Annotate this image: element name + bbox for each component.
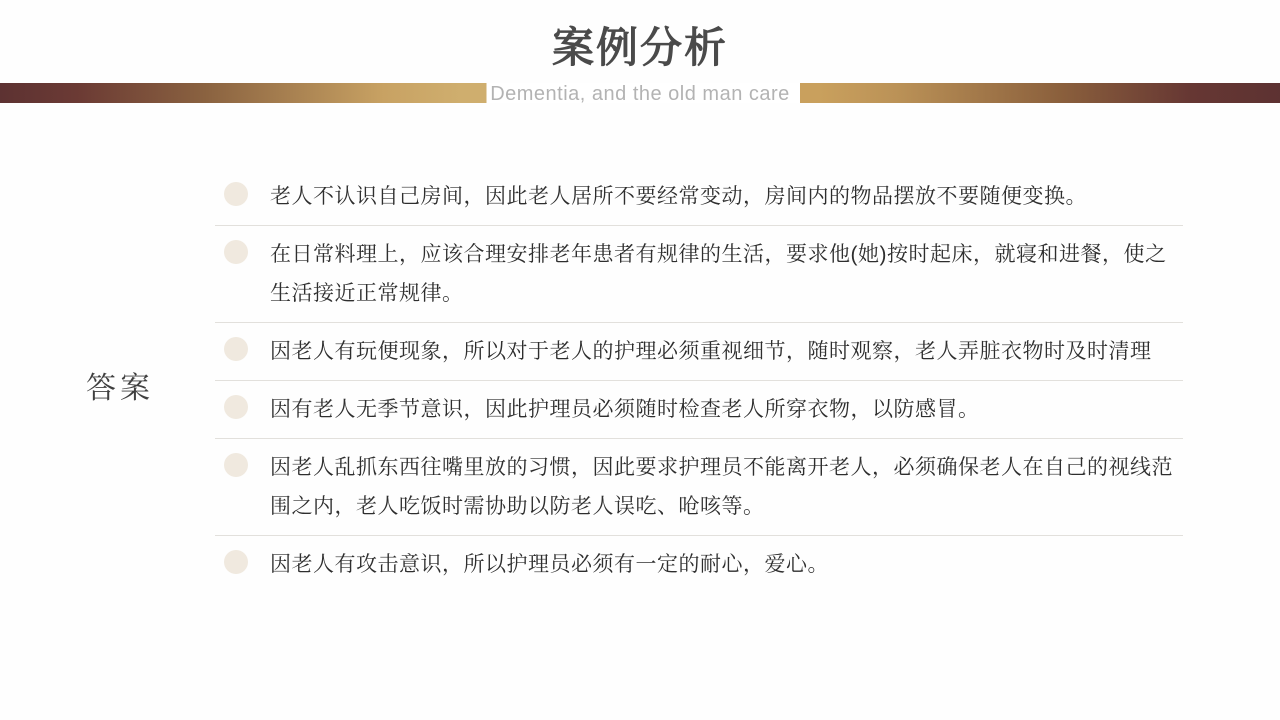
list-item-text: 因老人有攻击意识，所以护理员必须有一定的耐心，爱心。 <box>270 553 829 576</box>
bullet-icon <box>224 453 248 477</box>
bullet-icon <box>224 550 248 574</box>
page-title: 案例分析 <box>551 24 728 71</box>
list-item <box>215 323 1183 381</box>
list-item <box>215 536 1183 593</box>
slide-header <box>0 0 1280 110</box>
list-item-text: 因老人有玩便现象，所以对于老人的护理必须重视细节，随时观察，老人弄脏衣物时及时清理 <box>270 340 1152 363</box>
section-label: 答案 <box>86 372 154 405</box>
bullet-icon <box>224 240 248 264</box>
page-subtitle: Dementia, and the old man care <box>490 83 790 105</box>
list-item <box>215 381 1183 439</box>
answer-list <box>215 168 1183 593</box>
bullet-icon <box>224 395 248 419</box>
list-item-text: 因老人乱抓东西往嘴里放的习惯，因此要求护理员不能离开老人，必须确保老人在自己的视线范围之内，老人吃饭时需协助以防老人误吃、呛咳等。 <box>270 456 1173 518</box>
list-item-text: 在日常料理上，应该合理安排老年患者有规律的生活，要求他(她)按时起床，就寝和进餐，使之生活接近正常规律。 <box>270 243 1167 305</box>
bullet-icon <box>224 337 248 361</box>
list-item-text: 因有老人无季节意识，因此护理员必须随时检查老人所穿衣物，以防感冒。 <box>270 398 980 421</box>
list-item <box>215 226 1183 323</box>
list-item <box>215 439 1183 536</box>
bullet-icon <box>224 182 248 206</box>
list-item-text: 老人不认识自己房间，因此老人居所不要经常变动，房间内的物品摆放不要随便变换。 <box>270 185 1087 208</box>
list-item <box>215 168 1183 226</box>
